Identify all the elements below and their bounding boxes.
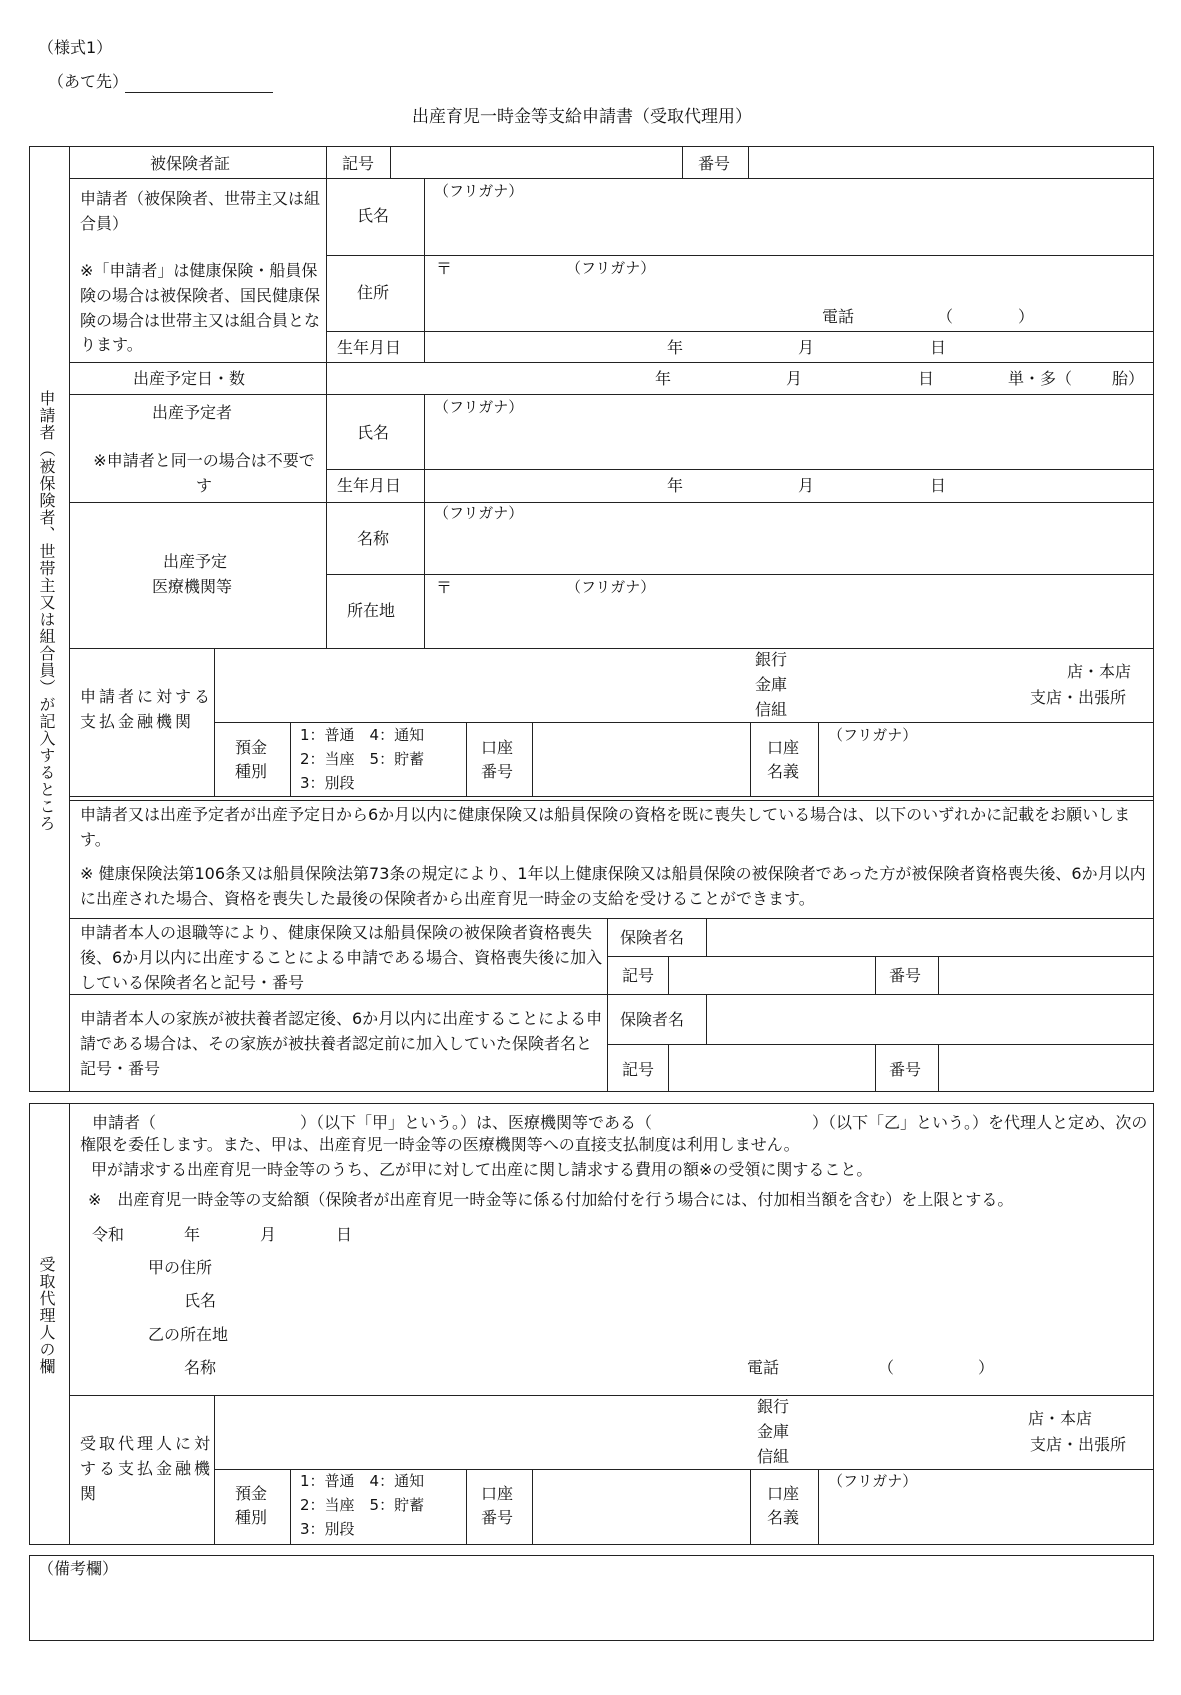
kou-address-label: 甲の住所 bbox=[148, 1258, 213, 1277]
account-number-field[interactable] bbox=[534, 724, 748, 794]
applicant-note: ※「申請者」は健康保険・船員保険の場合は被保険者、国民健康保険の場合は世帯主又は組合員となります。 bbox=[80, 261, 321, 355]
deposit-type-label2: 種別 bbox=[235, 762, 268, 781]
applicant-name-field[interactable] bbox=[426, 200, 1150, 253]
applicant-birthdate-label: 生年月日 bbox=[337, 338, 402, 357]
agent-bank-field[interactable] bbox=[216, 1397, 1152, 1467]
mother-birth-month: 月 bbox=[798, 476, 815, 495]
applicant-bank-field[interactable] bbox=[216, 650, 1152, 720]
agent-account-number-field[interactable] bbox=[534, 1471, 748, 1543]
agent-account-name-label2: 名義 bbox=[767, 1508, 800, 1527]
kigo-field[interactable] bbox=[392, 148, 680, 177]
bango-field[interactable] bbox=[750, 148, 1150, 177]
case2-text: 申請者本人の家族が被扶養者認定後、6か月以内に出産することによる申請である場合は、その家族が被扶養者認定前に加入していた保険者名と記号・番号 bbox=[80, 1009, 603, 1078]
facility-address-furigana: （フリガナ） bbox=[566, 578, 656, 596]
account-no-label1: 口座 bbox=[481, 738, 514, 757]
mother-birth-year: 年 bbox=[667, 476, 684, 495]
facility-address-field[interactable] bbox=[426, 598, 1150, 646]
facility-name-label: 名称 bbox=[357, 529, 390, 548]
agent-deposit-type-options2[interactable]: 2：当座 5：貯蓄 bbox=[300, 1496, 425, 1514]
form-number: （様式1） bbox=[38, 38, 113, 57]
account-name-label1: 口座 bbox=[767, 738, 800, 757]
phone-paren-close: ） bbox=[1018, 307, 1035, 326]
mother-name-label: 氏名 bbox=[357, 423, 390, 442]
addressee-field[interactable] bbox=[125, 92, 273, 93]
otsu-address-label: 乙の所在地 bbox=[148, 1325, 229, 1344]
bango-label: 番号 bbox=[698, 154, 731, 173]
deposit-type-options3[interactable]: 3：別段 bbox=[300, 774, 355, 792]
agent-deposit-type-label1: 預金 bbox=[235, 1484, 268, 1503]
applicant-section-label: 申請者（被保険者、世帯主又は組合員）が記入するところ bbox=[37, 390, 56, 832]
agent-section-label: 受取代理人の欄 bbox=[37, 1256, 56, 1375]
account-name-furigana: （フリガナ） bbox=[828, 726, 918, 744]
phone-paren-open: （ bbox=[937, 307, 954, 326]
remarks-label: （備考欄） bbox=[38, 1559, 119, 1578]
applicant-bank-title: 申請者に対する支払金融機関 bbox=[80, 687, 214, 731]
agent-bank-title: 受取代理人に対する支払金融機関 bbox=[80, 1434, 214, 1503]
agent-account-name-label1: 口座 bbox=[767, 1484, 800, 1503]
agent-branch-option-sub: 支店・出張所 bbox=[1030, 1435, 1127, 1454]
loss-note: ※ 健康保険法第106条又は船員保険法第73条の規定により、1年以上健康保険又は船員保険の被保険者であった方が被保険者資格喪失後、6か月以内に出産された場合、資格を喪失した最後の保険者から出産育児一時金の支給を受けることができます。 bbox=[80, 864, 1146, 908]
mother-note: ※申請者と同一の場合は不要です bbox=[93, 451, 315, 495]
case1-kigo-field[interactable] bbox=[670, 958, 873, 992]
case1-bango-label: 番号 bbox=[889, 966, 922, 985]
mother-birth-day: 日 bbox=[930, 476, 947, 495]
insurance-card-label: 被保険者証 bbox=[150, 154, 231, 173]
applicant-furigana: （フリガナ） bbox=[434, 182, 524, 200]
case1-insurer-label: 保険者名 bbox=[620, 928, 685, 947]
single-multi-option[interactable]: 単・多（ bbox=[1008, 369, 1073, 388]
case1-kigo-label: 記号 bbox=[622, 966, 655, 985]
case2-bango-field[interactable] bbox=[940, 1046, 1150, 1090]
agent-deposit-type-options3[interactable]: 3：別段 bbox=[300, 1520, 355, 1538]
agent-phone-label: 電話 bbox=[747, 1358, 780, 1377]
phone-label: 電話 bbox=[822, 307, 855, 326]
agent-phone-paren-open: （ bbox=[878, 1358, 895, 1377]
case2-insurer-field[interactable] bbox=[708, 996, 1150, 1042]
address-furigana: （フリガナ） bbox=[566, 259, 656, 277]
loss-notice: 申請者又は出産予定者が出産予定日から6か月以内に健康保険又は船員保険の資格を既に喪失している場合は、以下のいずれかに記載をお願いします。 bbox=[80, 805, 1131, 849]
agent-bank-option: 銀行 bbox=[757, 1397, 790, 1416]
facility-title-line2: 医療機関等 bbox=[152, 577, 233, 596]
case1-text: 申請者本人の退職等により、健康保険又は船員保険の被保険者資格喪失後、6か月以内に出産することによる申請である場合、資格喪失後に加入している保険者名と記号・番号 bbox=[80, 923, 603, 992]
deposit-type-options1[interactable]: 1：普通 4：通知 bbox=[300, 726, 425, 744]
due-month: 月 bbox=[786, 369, 803, 388]
delegation-limit-note: ※ 出産育児一時金等の支給額（保険者が出産育児一時金等に係る付加給付を行う場合には、付加相当額を含む）を上限とする。 bbox=[88, 1190, 1014, 1209]
date-year: 年 bbox=[184, 1225, 201, 1244]
shinkumi-option: 信組 bbox=[755, 700, 788, 719]
agent-deposit-type-label2: 種別 bbox=[235, 1508, 268, 1527]
agent-account-name-field[interactable] bbox=[820, 1490, 1150, 1543]
account-no-label2: 番号 bbox=[481, 762, 514, 781]
birth-year: 年 bbox=[667, 338, 684, 357]
branch-option-main: 店・本店 bbox=[1067, 662, 1132, 681]
birth-month: 月 bbox=[798, 338, 815, 357]
applicant-address-field[interactable] bbox=[426, 280, 1150, 302]
case2-bango-label: 番号 bbox=[889, 1060, 922, 1079]
kigo-label: 記号 bbox=[342, 154, 375, 173]
agent-account-name-furigana: （フリガナ） bbox=[828, 1472, 918, 1490]
delegation-text: 申請者（ ）（以下「甲」という。）は、医療機関等である（ ）（以下「乙」という。）を代理人と定め、次の権限を委任します。また、甲は、出産育児一時金等の医療機関等への直接支払制度は利用しません。 bbox=[80, 1113, 1148, 1155]
applicant-address-label: 住所 bbox=[357, 283, 390, 302]
branch-option-sub: 支店・出張所 bbox=[1030, 688, 1127, 707]
agent-deposit-type-options1[interactable]: 1：普通 4：通知 bbox=[300, 1472, 425, 1490]
applicant-name-label: 氏名 bbox=[357, 206, 390, 225]
bank-option: 銀行 bbox=[755, 650, 788, 669]
facility-title-line1: 出産予定 bbox=[163, 552, 228, 571]
due-date-label: 出産予定日・数 bbox=[133, 369, 246, 388]
facility-address-label: 所在地 bbox=[347, 601, 396, 620]
birth-day: 日 bbox=[930, 338, 947, 357]
deposit-type-options2[interactable]: 2：当座 5：貯蓄 bbox=[300, 750, 425, 768]
agent-shinkin-option: 金庫 bbox=[757, 1422, 790, 1441]
delegation-scope: 甲が請求する出産育児一時金等のうち、乙が甲に対して出産に関し請求する費用の額※の受領に関すること。 bbox=[91, 1160, 873, 1179]
mother-name-field[interactable] bbox=[426, 416, 1150, 467]
shinkin-option: 金庫 bbox=[755, 675, 788, 694]
postal-mark: 〒 bbox=[436, 259, 453, 278]
otsu-name-label: 名称 bbox=[184, 1358, 217, 1377]
case2-insurer-label: 保険者名 bbox=[620, 1010, 685, 1029]
facility-name-field[interactable] bbox=[426, 522, 1150, 572]
case1-bango-field[interactable] bbox=[940, 958, 1150, 992]
agent-shinkumi-option: 信組 bbox=[757, 1447, 790, 1466]
agent-phone-paren-close: ） bbox=[978, 1358, 995, 1377]
mother-title: 出産予定者 bbox=[152, 403, 233, 422]
deposit-type-label1: 預金 bbox=[235, 738, 268, 757]
case2-kigo-label: 記号 bbox=[622, 1060, 655, 1079]
kou-name-label: 氏名 bbox=[184, 1291, 217, 1310]
date-month: 月 bbox=[260, 1225, 277, 1244]
case1-insurer-field[interactable] bbox=[708, 920, 1150, 954]
agent-branch-option-main: 店・本店 bbox=[1028, 1409, 1093, 1428]
agent-account-no-label2: 番号 bbox=[481, 1508, 514, 1527]
applicant-title: 申請者（被保険者、世帯主又は組合員） bbox=[80, 189, 321, 233]
reiwa-label: 令和 bbox=[92, 1225, 125, 1244]
agent-account-no-label1: 口座 bbox=[481, 1484, 514, 1503]
form-title: 出産育児一時金等支給申請書（受取代理用） bbox=[412, 107, 752, 127]
facility-furigana: （フリガナ） bbox=[434, 504, 524, 522]
account-name-field[interactable] bbox=[820, 744, 1150, 794]
remarks-box[interactable] bbox=[29, 1555, 1154, 1641]
account-name-label2: 名義 bbox=[767, 762, 800, 781]
tai-label: 胎） bbox=[1112, 369, 1145, 388]
facility-postal-mark: 〒 bbox=[436, 578, 453, 597]
mother-birthdate-label: 生年月日 bbox=[337, 476, 402, 495]
case2-kigo-field[interactable] bbox=[670, 1046, 873, 1090]
mother-furigana: （フリガナ） bbox=[434, 398, 524, 416]
addressee-label: （あて先） bbox=[48, 72, 129, 91]
due-day: 日 bbox=[918, 369, 935, 388]
date-day: 日 bbox=[336, 1225, 353, 1244]
due-year: 年 bbox=[655, 369, 672, 388]
